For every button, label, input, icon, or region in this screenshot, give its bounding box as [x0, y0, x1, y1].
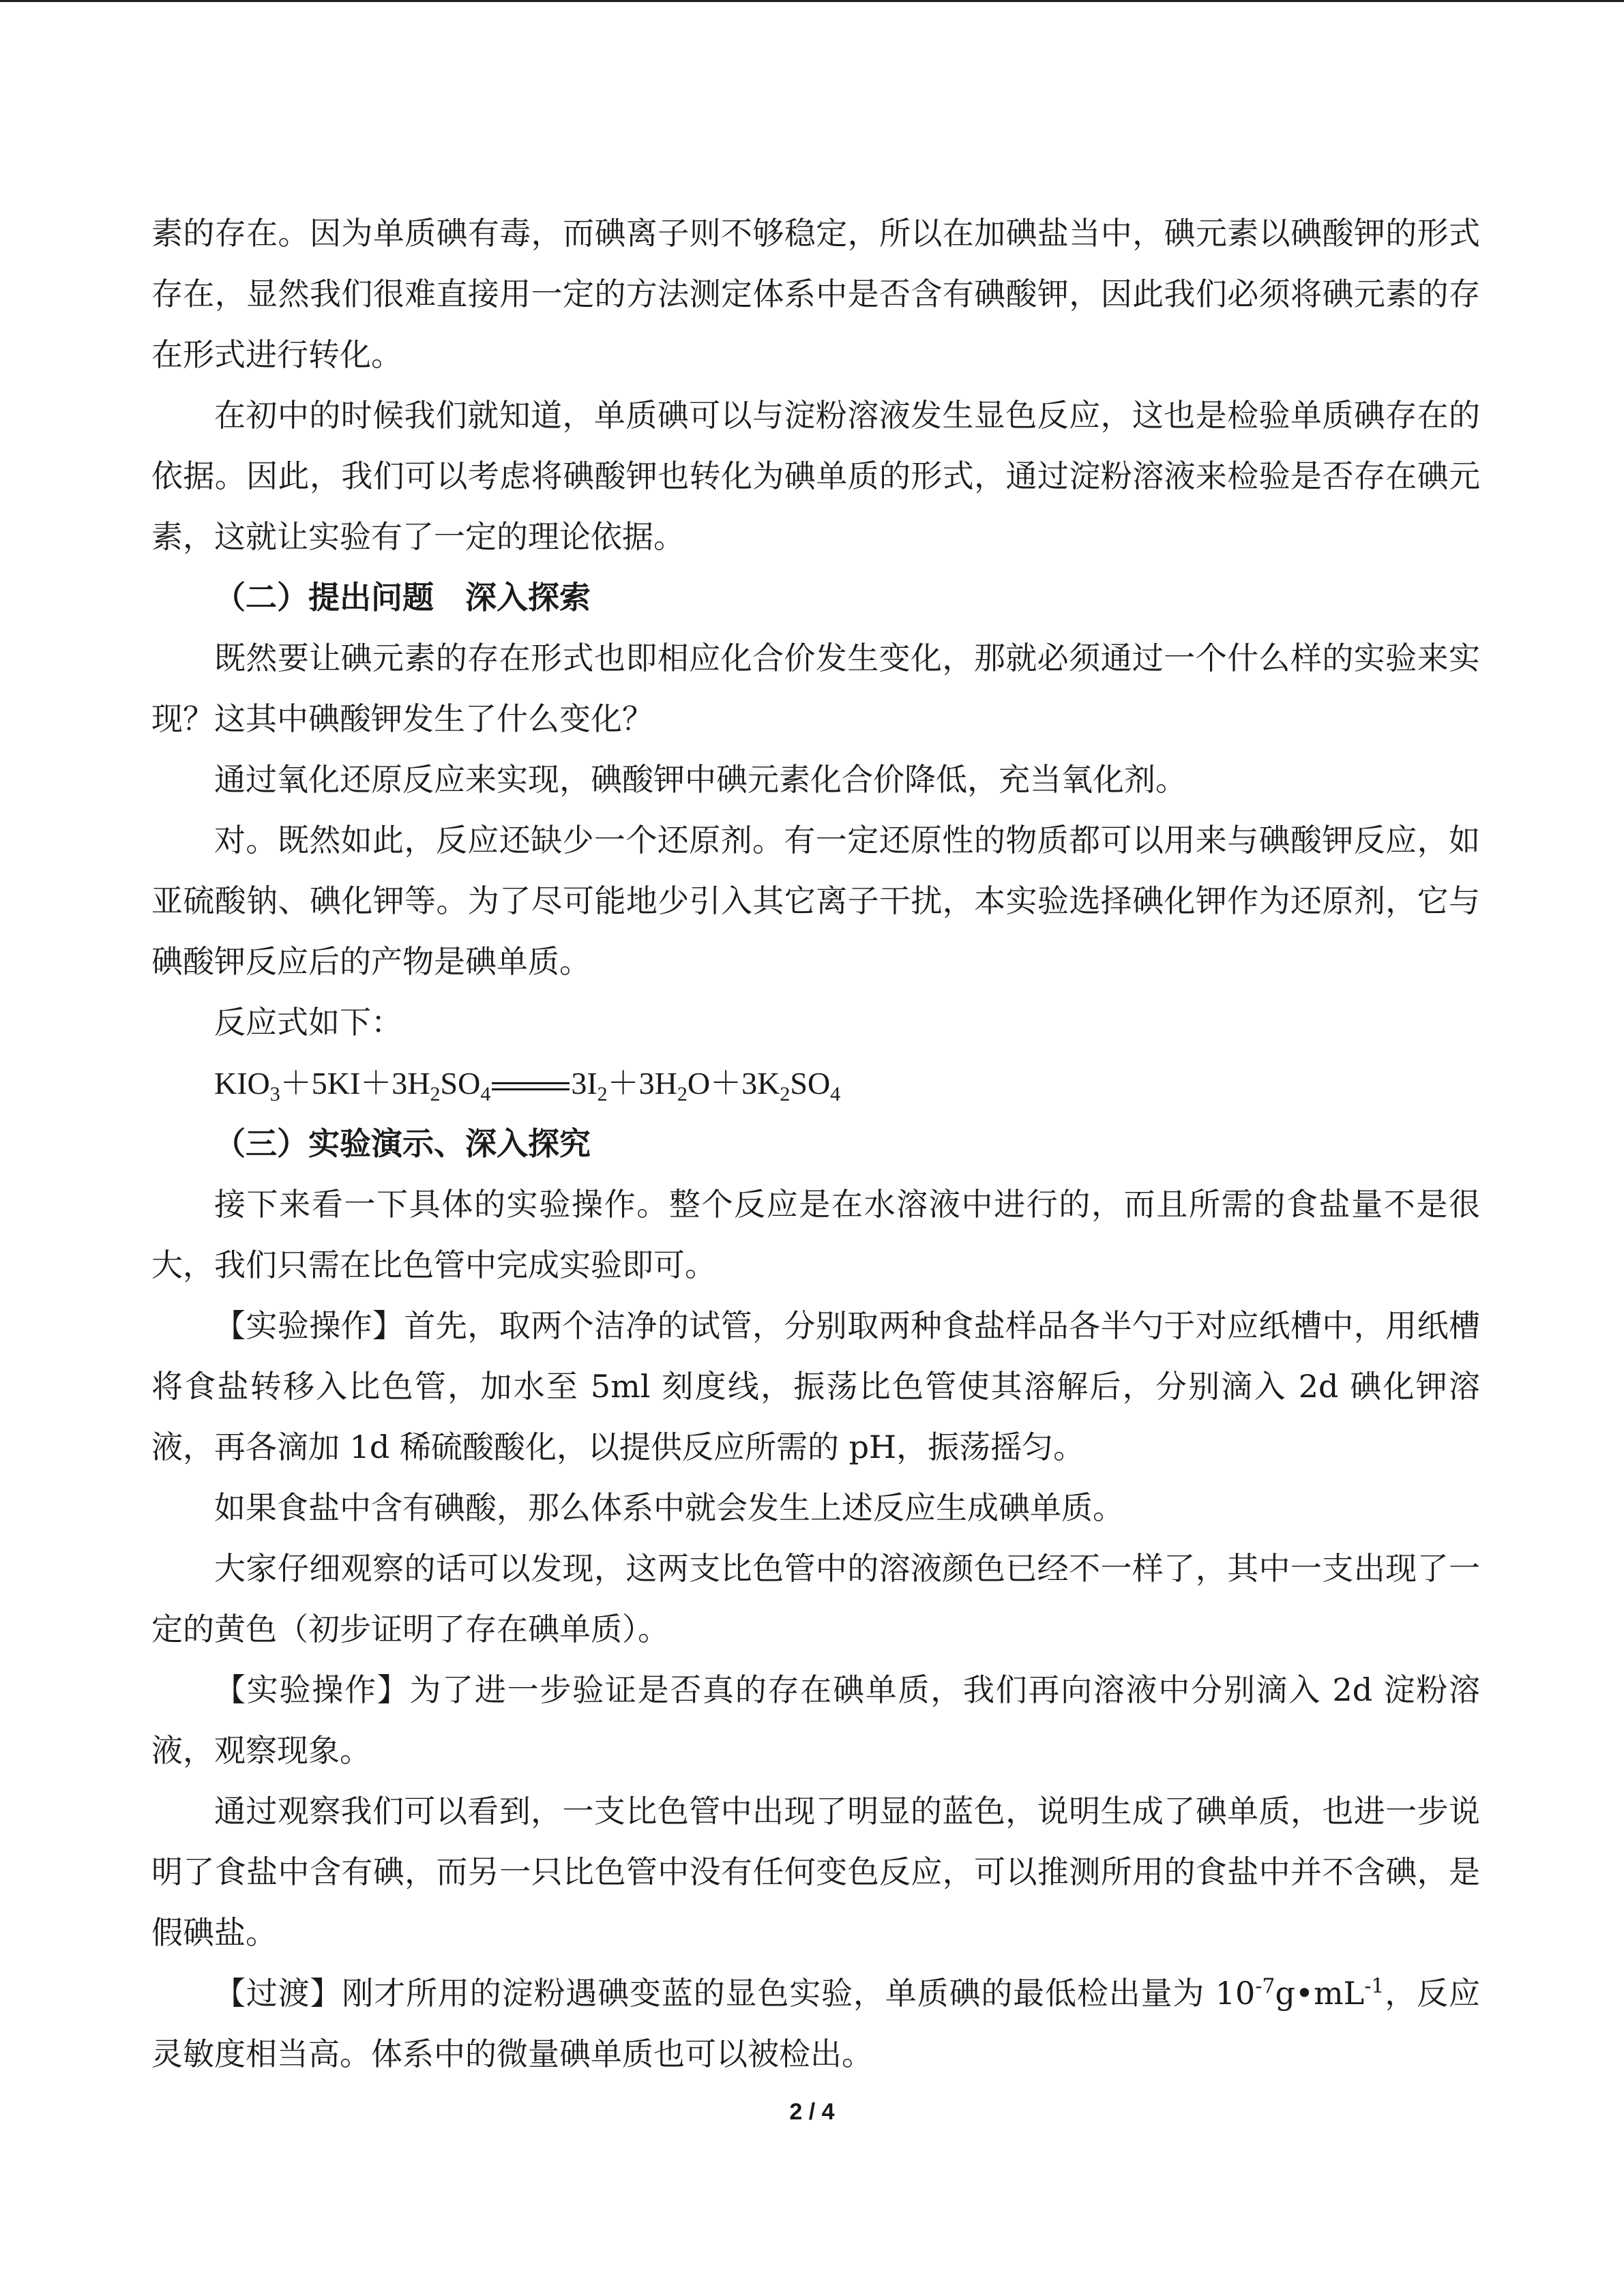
top-border-line	[0, 0, 1624, 2]
paragraph: 接下来看一下具体的实验操作。整个反应是在水溶液中进行的，而且所需的食盐量不是很大，我们只需在比色管中完成实验即可。	[151, 1186, 1480, 1283]
equals-sign	[490, 1079, 571, 1093]
chemical-equation: $KIO_3+5KI+3H_2SO_4$ $3I_2+3H_2O+3K_2SO_4$	[214, 1066, 841, 1106]
paragraph: 大家仔细观察的话可以发现，这两支比色管中的溶液颜色已经不一样了，其中一支出现了一定的黄色（初步证明了存在碘单质）。	[151, 1550, 1480, 1648]
paragraph: 通过观察我们可以看到，一支比色管中出现了明显的蓝色，说明生成了碘单质，也进一步说明了食盐中含有碘，而另一只比色管中没有任何变色反应，可以推测所用的食盐中并不含碘，是假碘盐。	[151, 1793, 1480, 1951]
paragraph-transition: 【过渡】刚才所用的淀粉遇碘变蓝的显色实验，单质碘的最低检出量为 $10^{-7}g•mL^{-1}$，反应灵敏度相当高。体系中的微量碘单质也可以被检出。	[151, 1974, 1481, 2072]
paragraph: 通过氧化还原反应来实现，碘酸钾中碘元素化合价降低，充当氧化剂。	[214, 761, 1187, 798]
paragraph: 对。既然如此，反应还缺少一个还原剂。有一定还原性的物质都可以用来与碘酸钾反应，如亚硫酸钠、碘化钾等。为了尽可能地少引入其它离子干扰，本实验选择碘化钾作为还原剂，它与碘酸钾反应后的产物是碘单质。	[151, 822, 1480, 980]
paragraph: 如果食盐中含有碘酸，那么体系中就会发生上述反应生成碘单质。	[214, 1489, 1124, 1526]
page-number: 2 / 4	[789, 2099, 835, 2125]
section-heading: （三）实验演示、深入探究	[214, 1125, 591, 1162]
section-heading: （二）提出问题 深入探索	[214, 579, 591, 616]
document-body	[151, 203, 1480, 2085]
paragraph: 在初中的时候我们就知道，单质碘可以与淀粉溶液发生显色反应，这也是检验单质碘存在的依据。因此，我们可以考虑将碘酸钾也转化为碘单质的形式，通过淀粉溶液来检验是否存在碘元素，这就让实验有了一定的理论依据。	[151, 397, 1480, 555]
paragraph-continued: 素的存在。因为单质碘有毒，而碘离子则不够稳定，所以在加碘盐当中，碘元素以碘酸钾的形式存在，显然我们很难直接用一定的方法测定体系中是否含有碘酸钾，因此我们必须将碘元素的存在形式进行转化。	[151, 215, 1480, 373]
paragraph: 【实验操作】为了进一步验证是否真的存在碘单质，我们再向溶液中分别滴入 2d 淀粉溶液，观察现象。	[151, 1671, 1480, 1769]
paragraph: 【实验操作】首先，取两个洁净的试管，分别取两种食盐样品各半勺于对应纸槽中，用纸槽将食盐转移入比色管，加水至 5ml 刻度线，振荡比色管使其溶解后，分别滴入 2d 碘化钾溶液，再各滴加 1d 稀硫酸酸化，以提供反应所需的 pH，振荡摇匀。	[151, 1307, 1480, 1465]
paragraph: 反应式如下：	[214, 1004, 402, 1041]
paragraph: 既然要让碘元素的存在形式也即相应化合价发生变化，那就必须通过一个什么样的实验来实现？这其中碘酸钾发生了什么变化？	[151, 640, 1480, 737]
